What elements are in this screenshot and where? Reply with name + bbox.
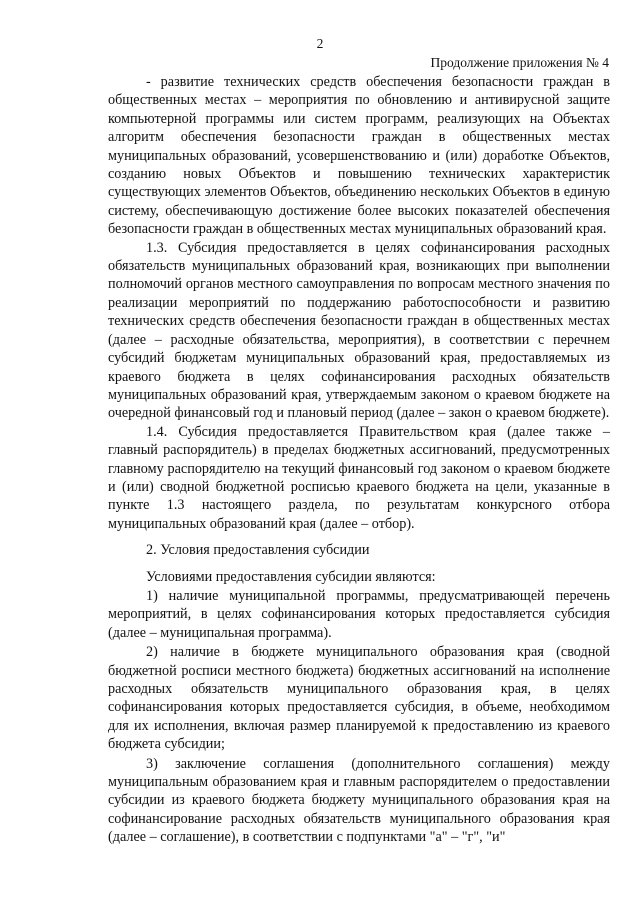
paragraph-1-3: 1.3. Субсидия предоставляется в целях софинансирования расходных обязательств муниципальных образований края, возникающих при выполнении полномочий органов местного самоуправления по вопросам местного значения по реализации мероприятий по поддержанию работоспособности и развитию технических средств обеспечения безопасности граждан в общественных местах (далее – расходные обязательства, мероприятия), в соответствии с перечнем субсидий бюджетам муниципальных образований края, предоставляемых из краевого бюджета в целях софинансирования расходных обязательств муниципальных образований края, утверждаемым законом о краевом бюджете на очередной финансовый год и плановый период (далее – закон о краевом бюджете). — [108, 239, 610, 422]
paragraph-technical-means-development: - развитие технических средств обеспечения безопасности граждан в общественных местах – мероприятия по обновлению и антивирусной защите компьютерной программы или систем программ, реализующих на Объектах алгоритм обеспечения безопасности граждан в общественных местах муниципальных образований, усовершенствованию и (или) доработке Объектов, созданию новых Объектов и повышению технических характеристик существующих элементов Объектов, объединению нескольких Объектов в единую систему, обеспечивающую достижение более высоких показателей обеспечения безопасности граждан в общественных местах муниципальных образований края. — [108, 74, 610, 238]
section-2-title: 2. Условия предоставления субсидии — [146, 542, 370, 559]
paragraph-1-4: 1.4. Субсидия предоставляется Правительством края (далее также – главный распорядитель) в пределах бюджетных ассигнований, предусмотренных главному распорядителю на текущий финансовый год законом о краевом бюджете и (или) сводной бюджетной росписью краевого бюджета на цели, указанные в пункте 1.3 настоящего раздела, по результатам конкурсного отбора муниципальных образований края (далее – отбор). — [108, 423, 610, 532]
condition-3: 3) заключение соглашения (дополнительного соглашения) между муниципальным образованием края и главным распорядителем о предоставлении субсидии из краевого бюджета бюджету муниципального образования края на софинансирование расходных обязательств муниципального образования края (далее – соглашение), в соответствии с подпунктами "а" – "г", "и" — [108, 755, 610, 846]
appendix-continuation-note: Продолжение приложения № 4 — [430, 55, 609, 70]
document-body — [108, 73, 610, 847]
page-number: 2 — [316, 36, 324, 51]
conditions-lead: Условиями предоставления субсидии являются: — [146, 568, 436, 585]
condition-2: 2) наличие в бюджете муниципального образования края (сводной бюджетной росписи местного бюджета) бюджетных ассигнований на исполнение расходных обязательств муниципального образования края, в целях софинансирования которых предоставляется субсидия, в объеме, необходимом для их исполнения, включая размер планируемой к предоставлению из краевого бюджета субсидии; — [108, 644, 610, 753]
condition-1: 1) наличие муниципальной программы, предусматривающей перечень мероприятий, в целях софинансирования которых предоставляется субсидия (далее – муниципальная программа). — [108, 587, 610, 641]
